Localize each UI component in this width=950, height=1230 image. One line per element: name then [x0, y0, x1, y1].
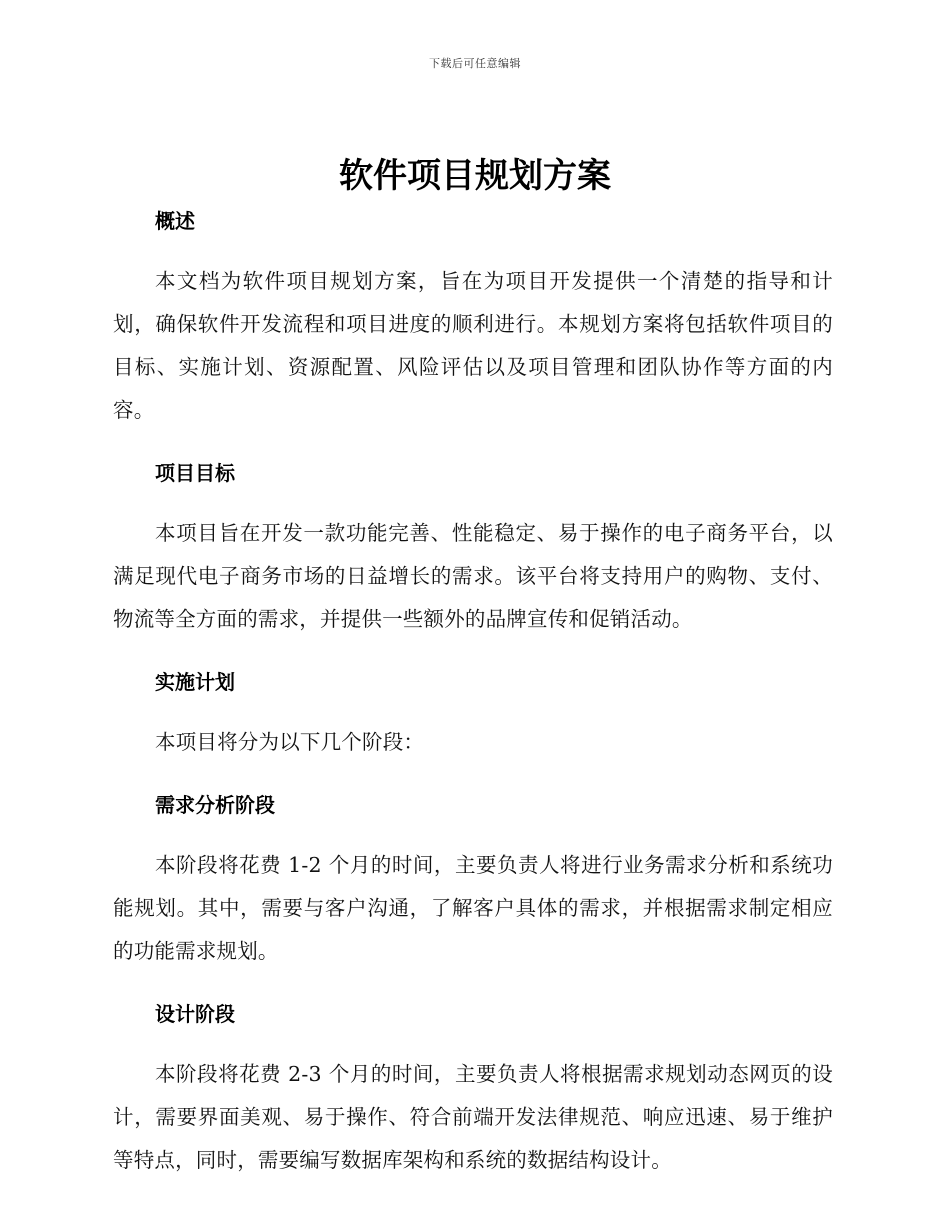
section-paragraph-overview: 本文档为软件项目规划方案，旨在为项目开发提供一个清楚的指导和计划，确保软件开发流程和项目进度的顺利进行。本规划方案将包括软件项目的目标、实施计划、资源配置、风险评估以及项目管理和团队协作等方面的内容。 [113, 269, 833, 422]
section-requirements-analysis [113, 782, 833, 973]
section-heading-design-phase: 设计阶段 [155, 1002, 235, 1026]
document-body [113, 198, 833, 1200]
section-heading-requirements-analysis: 需求分析阶段 [155, 793, 275, 817]
section-design-phase [113, 991, 833, 1182]
page-header-note: 下载后可任意编辑 [429, 57, 521, 70]
document-title: 软件项目规划方案 [339, 156, 611, 196]
section-heading-project-goals: 项目目标 [155, 461, 235, 485]
section-heading-implementation-plan: 实施计划 [155, 670, 235, 694]
section-paragraph-project-goals: 本项目旨在开发一款功能完善、性能稳定、易于操作的电子商务平台，以满足现代电子商务市场的日益增长的需求。该平台将支持用户的购物、支付、物流等全方面的需求，并提供一些额外的品牌宣传和促销活动。 [113, 521, 833, 631]
section-paragraph-implementation-plan: 本项目将分为以下几个阶段： [155, 730, 425, 754]
section-paragraph-requirements-analysis: 本阶段将花费 1-2 个月的时间，主要负责人将进行业务需求分析和系统功能规划。其中，需要与客户沟通，了解客户具体的需求，并根据需求制定相应的功能需求规划。 [113, 853, 833, 963]
section-heading-overview: 概述 [155, 209, 195, 233]
section-implementation-plan [113, 659, 833, 764]
section-overview [113, 198, 833, 432]
section-project-goals [113, 450, 833, 641]
section-paragraph-design-phase: 本阶段将花费 2-3 个月的时间，主要负责人将根据需求规划动态网页的设计，需要界面美观、易于操作、符合前端开发法律规范、响应迅速、易于维护等特点，同时，需要编写数据库架构和系统的数据结构设计。 [113, 1062, 833, 1172]
